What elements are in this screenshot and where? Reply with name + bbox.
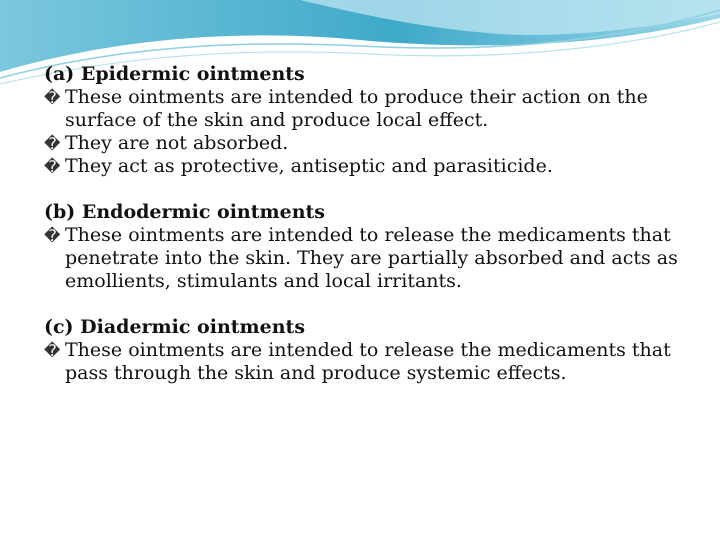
slide-content (44, 62, 704, 407)
bullet-text: These ointments are intended to release the medicaments that pass through the skin and produce systemic effects. (65, 339, 671, 384)
bullet-item (44, 339, 704, 385)
section-heading: (b) Endodermic ointments (44, 201, 325, 223)
bullet-text: They act as protective, antiseptic and parasiticide. (65, 155, 553, 177)
bullet-text: These ointments are intended to produce their action on the surface of the skin and produce local effect. (65, 86, 648, 131)
section-endodermic (44, 200, 704, 293)
section-epidermic (44, 62, 704, 178)
bullet-item (44, 132, 704, 155)
bullet-icon: � (44, 88, 61, 107)
section-diadermic (44, 315, 704, 385)
bullet-text: These ointments are intended to release the medicaments that penetrate into the skin. They are partially absorbed and acts as emollients, stimulants and local irritants. (65, 224, 678, 292)
bullet-icon: � (44, 157, 61, 176)
bullet-icon: � (44, 341, 61, 360)
bullet-item (44, 155, 704, 178)
bullet-icon: � (44, 134, 61, 153)
bullet-text: They are not absorbed. (65, 132, 289, 154)
bullet-item (44, 86, 704, 132)
section-heading: (a) Epidermic ointments (44, 63, 305, 85)
section-heading: (c) Diadermic ointments (44, 316, 306, 338)
bullet-item (44, 224, 704, 293)
bullet-icon: � (44, 226, 61, 245)
